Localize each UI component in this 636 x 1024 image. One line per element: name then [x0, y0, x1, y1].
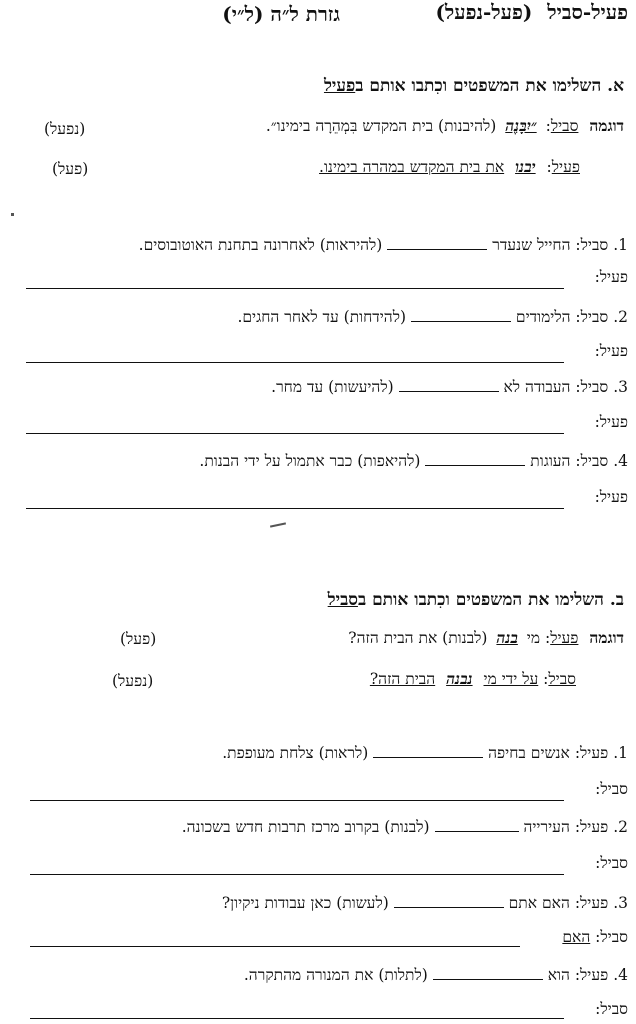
- example-rest: (להיבנות) בית המקדש בִּמְהֵרָה בימינו״.: [265, 117, 497, 135]
- part-b-heading: [328, 590, 624, 610]
- fill-in-blank[interactable]: [425, 453, 525, 466]
- item-after: (לראות) צלחת מעופפת.: [222, 744, 369, 762]
- example-label: דוגמה: [589, 116, 624, 135]
- part-b-heading-focus: סביל: [327, 590, 358, 610]
- item-after: (להידחות) עד לאחר החגים.: [237, 308, 407, 326]
- item-after: (לעשות) כאן עבודות ניקיון?: [221, 894, 389, 912]
- item-after: (להיאפות) כבר אתמול על ידי הבנות.: [199, 452, 421, 470]
- answer-line[interactable]: [26, 288, 564, 289]
- part-a-heading-text: א. השלימו את המשפטים וכִתבו אותם ב: [355, 76, 624, 96]
- part-a-example-2-tag: (פעל): [52, 160, 89, 178]
- item-after: (לבנות) בקרוב מרכז תרבות חדש בשכונה.: [181, 818, 430, 836]
- fill-in-blank[interactable]: [411, 309, 511, 322]
- fill-in-blank[interactable]: [399, 379, 499, 392]
- title-main: פעיל-סביל: [547, 0, 628, 24]
- title-sub: (פעל-נפעל): [435, 0, 533, 24]
- worksheet-title: [435, 0, 628, 25]
- example-answer: נבנה: [446, 671, 473, 688]
- part-b-item-4: [244, 966, 628, 985]
- fill-in-blank[interactable]: [435, 819, 519, 832]
- example-rest: (לבנות) את הבית הזה?: [348, 629, 488, 647]
- part-b-item-2: [182, 818, 628, 837]
- item-before: האם אתם: [508, 894, 570, 912]
- part-b-item-1: [222, 744, 628, 763]
- fill-in-blank[interactable]: [394, 895, 504, 908]
- item-number: 3.: [613, 378, 628, 396]
- part-b-item-3: [222, 894, 628, 913]
- item-after: (לתלות) את המנורה מהתקרה.: [243, 966, 428, 984]
- item-answer-label: סביל:: [595, 1000, 628, 1018]
- answer-line[interactable]: [30, 1018, 564, 1019]
- answer-prefill: האם: [562, 928, 591, 946]
- part-a-example-1-tag: (נפעל): [44, 120, 86, 138]
- example-voice: סביל: [550, 117, 579, 135]
- example-rest: את בית המקדש במהרה בימינו.: [319, 158, 505, 176]
- part-b-example-1-tag: (פעל): [120, 630, 157, 648]
- part-a-item-1: [139, 236, 628, 255]
- part-a-item-3: [271, 378, 628, 397]
- part-b-example-2-tag: (נפעל): [112, 672, 154, 690]
- item-voice: פעיל:: [574, 818, 609, 836]
- item-before: החייל שנעדר: [492, 236, 571, 254]
- part-a-item-4: [199, 452, 628, 471]
- item-before: הלימודים: [515, 308, 571, 326]
- item-voice: סביל:: [575, 308, 609, 326]
- fill-in-blank[interactable]: [433, 967, 543, 980]
- item-before: העבודה לא: [503, 378, 571, 396]
- answer-line[interactable]: [30, 946, 520, 947]
- item-before: העוגות: [530, 452, 571, 470]
- example-voice: פעיל: [551, 158, 580, 176]
- part-a-heading-focus: פעיל: [323, 76, 356, 96]
- item-voice: סביל:: [575, 378, 609, 396]
- example-label: דוגמה: [589, 628, 624, 647]
- answer-line[interactable]: [30, 800, 564, 801]
- item-before: הוא: [547, 966, 570, 984]
- scan-speck: [270, 522, 286, 527]
- item-after: (להיעשות) עד מחר.: [271, 378, 394, 396]
- scan-speck: [11, 213, 14, 216]
- item-number: 3.: [613, 894, 628, 912]
- item-number: 1.: [613, 236, 628, 254]
- part-b-example-1: דוגמה פעיל: מי בנה (לבנות) את הבית הזה?: [348, 628, 624, 647]
- item-number: 4.: [613, 966, 628, 984]
- item-number: 4.: [613, 452, 628, 470]
- part-a-example-2: פעיל: יבנו את בית המקדש במהרה בימינו.: [319, 158, 580, 176]
- part-a-item-2: [237, 308, 628, 327]
- example-pre: מי: [526, 629, 541, 647]
- example-rest: הבית הזה?: [369, 670, 436, 688]
- item-voice: פעיל:: [574, 966, 609, 984]
- item-voice: פעיל:: [574, 894, 609, 912]
- item-voice: פעיל:: [574, 744, 609, 762]
- item-voice: סביל:: [575, 236, 609, 254]
- item-answer-label: סביל:: [595, 854, 628, 872]
- answer-line[interactable]: [30, 874, 564, 875]
- item-answer-row: [562, 928, 628, 947]
- part-a-heading: [324, 76, 624, 96]
- item-number: 1.: [613, 744, 628, 762]
- part-b-heading-text: ב. השלימו את המשפטים וכִתבו אותם ב: [357, 590, 624, 610]
- item-answer-label: פעיל:: [594, 268, 628, 286]
- item-voice: סביל:: [575, 452, 609, 470]
- item-answer-label: פעיל:: [594, 342, 628, 360]
- item-before: אנשים בחיפה: [488, 744, 570, 762]
- example-answer: ״יִבָּנֶה: [505, 118, 537, 135]
- example-voice: סביל: [548, 670, 576, 688]
- answer-line[interactable]: [26, 362, 564, 363]
- item-after: (להיראות) לאחרונה בתחנת האוטובוסים.: [138, 236, 383, 254]
- answer-line[interactable]: [26, 508, 564, 509]
- example-voice: פעיל: [550, 629, 579, 647]
- item-answer-label: סביל:: [595, 928, 628, 946]
- item-before: העירייה: [523, 818, 570, 836]
- example-answer: בנה: [496, 630, 518, 647]
- fill-in-blank[interactable]: [387, 237, 487, 250]
- group-title: גזרת ל״ה (ל״י): [222, 2, 340, 26]
- item-number: 2.: [613, 818, 628, 836]
- part-a-example-1: דוגמה סביל: ״יִבָּנֶה (להיבנות) בית המקדש בִּמְהֵרָה בימינו״.: [265, 116, 624, 135]
- fill-in-blank[interactable]: [373, 745, 483, 758]
- part-b-example-2: סביל: על ידי מי נבנה הבית הזה?: [369, 670, 576, 688]
- example-answer: יבנו: [515, 159, 536, 176]
- item-answer-label: פעיל:: [594, 413, 628, 431]
- item-number: 2.: [613, 308, 628, 326]
- item-answer-label: סביל:: [595, 780, 628, 798]
- answer-line[interactable]: [26, 433, 564, 434]
- item-answer-label: פעיל:: [594, 488, 628, 506]
- example-pre: על ידי מי: [483, 670, 539, 688]
